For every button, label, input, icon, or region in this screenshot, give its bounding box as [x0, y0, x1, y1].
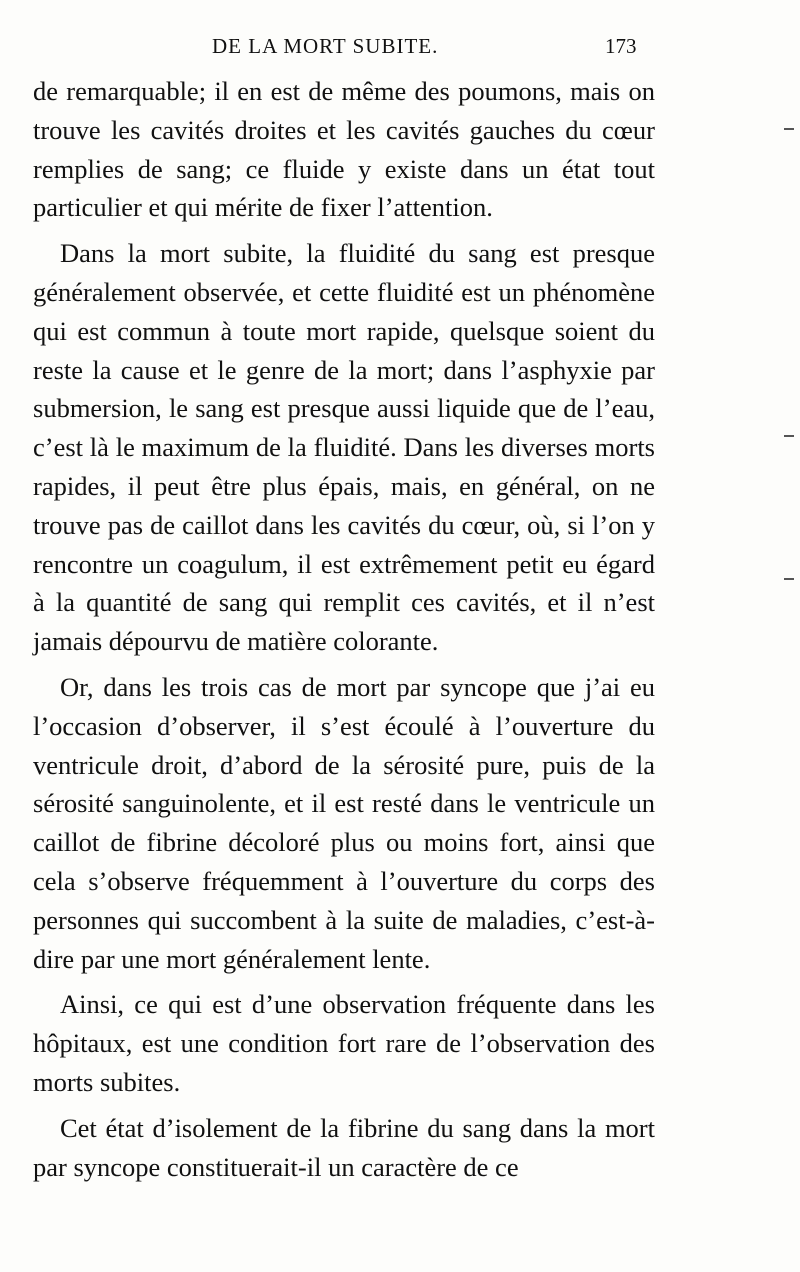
body-text: [33, 72, 655, 1193]
running-title: DE LA MORT SUBITE.: [212, 34, 439, 58]
paragraph-hospitals: Ainsi, ce qui est d’une observation fréquente dans les hôpitaux, est une condition fort rare de l’observation des morts subites.: [33, 989, 655, 1097]
paragraph-fluidity: Dans la mort subite, la fluidité du sang est presque généralement observée, et cette fluidité est un phénomène qui est commun à toute mort rapide, quelsque soient du reste la cause et le genre de la mort; dans l’asphyxie par submersion, le sang est presque aussi liquide que de l’eau, c’est là le maximum de la fluidité. Dans les diverses morts rapides, il peut être plus épais, mais, en général, on ne trouve pas de caillot dans les cavités du cœur, où, si l’on y rencontre un coagulum, il est extrêmement petit eu égard à la quantité de sang qui remplit ces cavités, et il n’est jamais dépourvu de matière colorante.: [33, 238, 655, 657]
paragraph-syncope-cases: Or, dans les trois cas de mort par syncope que j’ai eu l’occasion d’observer, il s’est écoulé à l’ouverture du ventricule droit, d’abord de la sérosité pure, puis de la sérosité sanguinolente, et il est resté dans le ventricule un caillot de fibrine décoloré plus ou moins fort, ainsi que cela s’observe fréquemment à l’ouverture du corps des personnes qui succombent à la suite de maladies, c’est-à-dire par une mort généralement lente.: [33, 671, 655, 974]
page-number: 173: [605, 34, 637, 58]
page-edge-mark: [784, 435, 794, 437]
paragraph-fibrine-question: Cet état d’isolement de la fibrine du sang dans la mort par syncope constituerait-il un caractère de ce: [33, 1112, 655, 1182]
page-edge-mark: [784, 128, 794, 130]
paragraph-continued: de remarquable; il en est de même des poumons, mais on trouve les cavités droites et les cavités gauches du cœur remplies de sang; ce fluide y existe dans un état tout particulier et qui mérite de fixer l’attention.: [33, 76, 655, 223]
running-head: [0, 34, 800, 68]
page-edge-mark: [784, 578, 794, 580]
